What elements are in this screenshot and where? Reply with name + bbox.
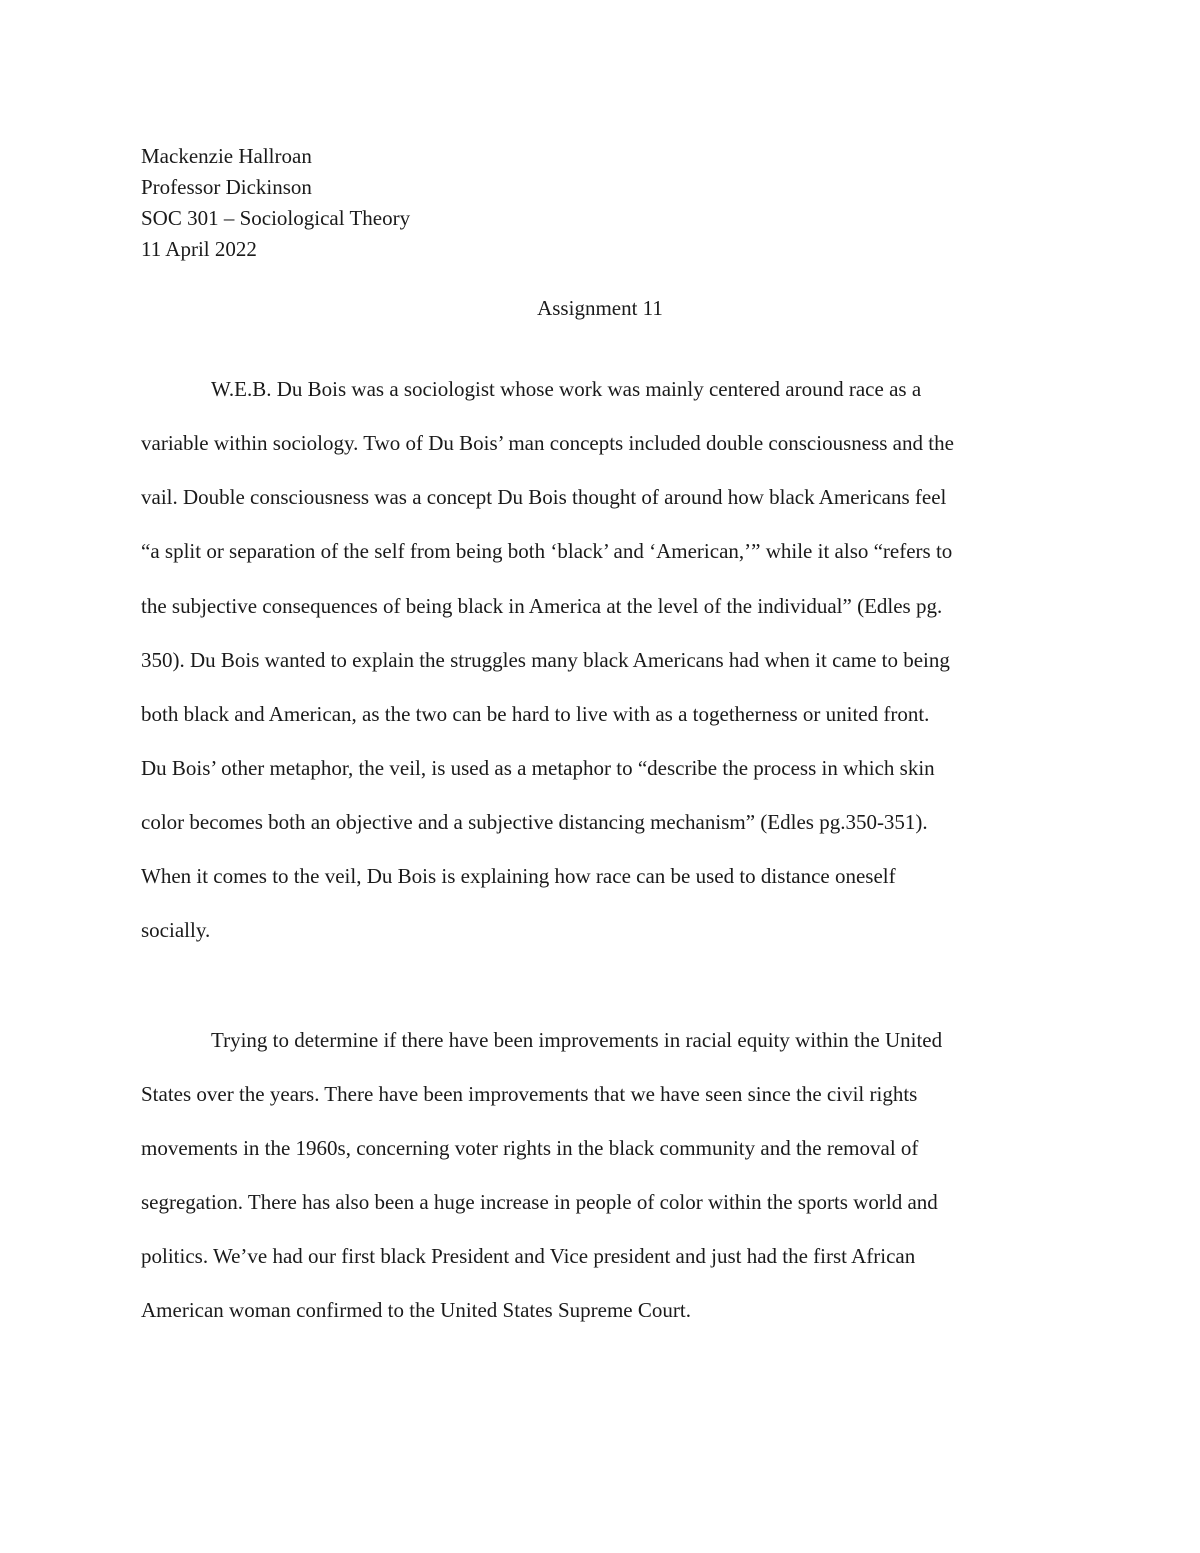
paragraph-line: American woman confirmed to the United States Supreme Court. bbox=[141, 1298, 691, 1322]
document-date: 11 April 2022 bbox=[141, 237, 257, 261]
paragraph-line: States over the years. There have been improvements that we have seen since the civil rights bbox=[141, 1082, 918, 1106]
paragraph-line: W.E.B. Du Bois was a sociologist whose work was mainly centered around race as a bbox=[211, 377, 922, 401]
course-name: SOC 301 – Sociological Theory bbox=[141, 206, 411, 230]
paragraph-line: When it comes to the veil, Du Bois is explaining how race can be used to distance oneself bbox=[141, 864, 896, 888]
paragraph-line: “a split or separation of the self from being both ‘black’ and ‘American,’” while it also “refers to bbox=[141, 539, 953, 563]
paragraph-line: socially. bbox=[141, 918, 211, 942]
paragraph-line: both black and American, as the two can be hard to live with as a togetherness or united front. bbox=[141, 702, 930, 726]
paragraph-line: 350). Du Bois wanted to explain the struggles many black Americans had when it came to being bbox=[141, 648, 950, 672]
paragraph-line: color becomes both an objective and a subjective distancing mechanism” (Edles pg.350-351). bbox=[141, 810, 928, 834]
paragraph-line: Du Bois’ other metaphor, the veil, is used as a metaphor to “describe the process in which skin bbox=[141, 756, 935, 780]
paragraph-line: vail. Double consciousness was a concept Du Bois thought of around how black Americans feel bbox=[141, 485, 947, 509]
author-name: Mackenzie Hallroan bbox=[141, 144, 312, 168]
paragraph-line: Trying to determine if there have been improvements in racial equity within the United bbox=[211, 1028, 943, 1052]
paragraph-line: variable within sociology. Two of Du Bois’ man concepts included double consciousness and the bbox=[141, 431, 954, 455]
professor-name: Professor Dickinson bbox=[141, 175, 312, 199]
paragraph-line: segregation. There has also been a huge increase in people of color within the sports world and bbox=[141, 1190, 938, 1214]
header-block bbox=[141, 141, 410, 265]
paragraph-line: politics. We’ve had our first black President and Vice president and just had the first African bbox=[141, 1244, 916, 1268]
paragraph-line: the subjective consequences of being black in America at the level of the individual” (Edles pg. bbox=[141, 594, 943, 618]
paragraph-line: movements in the 1960s, concerning voter rights in the black community and the removal of bbox=[141, 1136, 919, 1160]
document-title: Assignment 11 bbox=[537, 296, 663, 320]
